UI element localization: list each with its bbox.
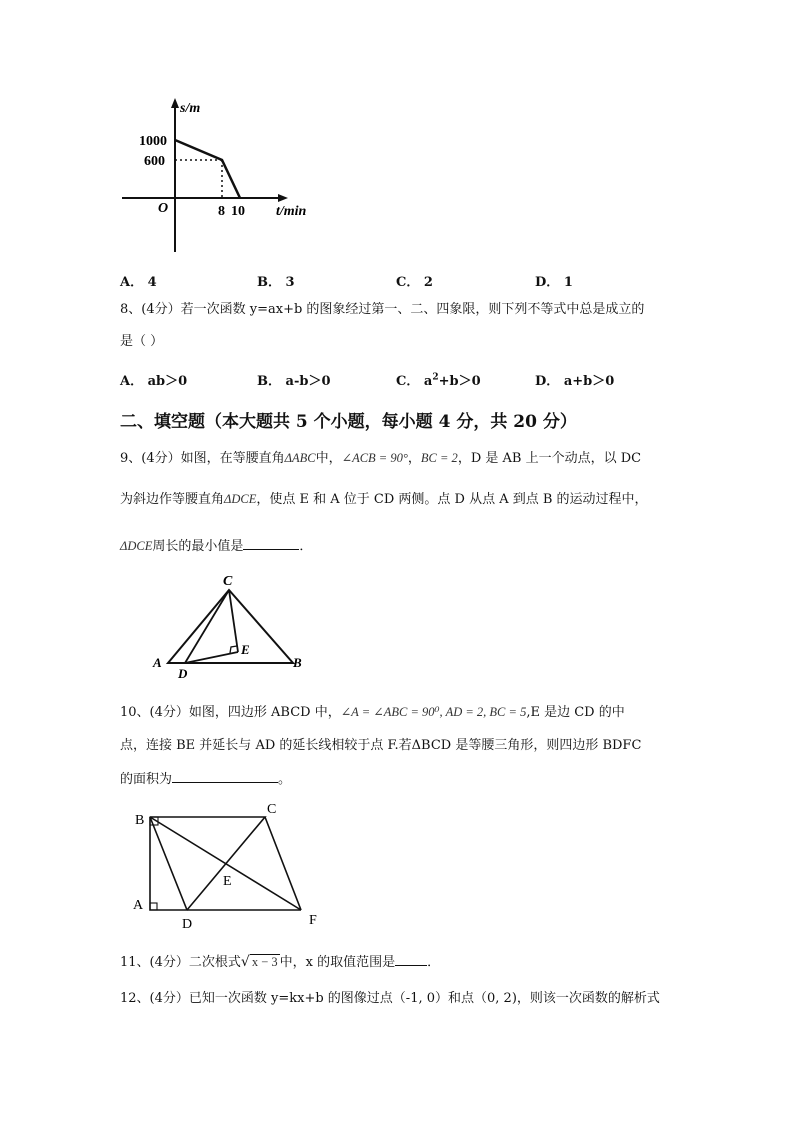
- label-b: B: [293, 655, 302, 670]
- label-e: E: [241, 642, 250, 657]
- q8-option-b: B． a-b＞0: [257, 374, 331, 389]
- q10-quadrilateral-figure: [128, 795, 328, 935]
- q10-answer-blank: [172, 769, 278, 783]
- q7-option-c: C． 2: [396, 275, 433, 290]
- q9-answer-blank: [243, 536, 299, 550]
- segment-bf: [150, 817, 301, 910]
- label-a: A: [133, 898, 144, 913]
- label-d: D: [182, 917, 193, 932]
- q9-text-line1: 9、(4分）如图，在等腰直角ΔABC中，∠ACB = 90°，BC = 2，D 是 AB 上一个动点，以 DC: [120, 451, 642, 466]
- right-angle-mark-a: [150, 903, 157, 910]
- q11-answer-blank: [395, 952, 427, 966]
- section-2-heading: 二、填空题（本大题共 5 个小题，每小题 4 分，共 20 分）: [120, 412, 577, 432]
- q8-text-line1: 8、(4分）若一次函数 y=ax+b 的图象经过第一、二、四象限，则下列不等式中总是成立的: [120, 302, 645, 317]
- segment-bd: [150, 817, 187, 910]
- label-c: C: [223, 574, 233, 589]
- label-f: F: [309, 913, 317, 928]
- label-a: A: [153, 655, 162, 670]
- origin-label: O: [158, 201, 169, 216]
- segment-de: [185, 652, 238, 663]
- q11-text: 11、(4分）二次根式√ x − 3 中，x 的取值范围是 ．: [120, 954, 441, 970]
- y-axis-label: s/m: [180, 101, 201, 116]
- q8-text-line2: 是（ ）: [120, 334, 164, 349]
- x-tick-10: 10: [231, 204, 245, 219]
- q9-triangle-figure: [145, 570, 320, 680]
- y-tick-1000: 1000: [139, 134, 167, 149]
- segment-cd: [185, 590, 229, 663]
- distance-time-graph: [110, 95, 330, 255]
- q8-option-a: A． ab＞0: [120, 374, 188, 389]
- q9-text-line3: ΔDCE周长的最小值是 ．: [120, 536, 312, 555]
- sqrt-sign: √: [240, 954, 250, 970]
- quadrilateral-abcd: [150, 817, 265, 910]
- q10-text-line2: 点，连接 BE 并延长与 AD 的延长线相较于点 F.若ΔBCD 是等腰三角形，则四边形 BDFC: [120, 738, 642, 753]
- q10-text-line1: 10、(4分）如图，四边形 ABCD 中，∠A = ∠ABC = 90⁰, AD = 2, BC = 5,E 是边 CD 的中: [120, 705, 625, 720]
- q8-option-d: D． a+b＞0: [535, 374, 615, 389]
- q8-option-c: C． $a^2+b>0$: [396, 372, 481, 389]
- y-tick-600: 600: [144, 154, 165, 169]
- q7-option-d: D． 1: [535, 275, 573, 290]
- y-axis-arrow: [171, 98, 179, 108]
- label-c: C: [267, 802, 277, 817]
- q9-text-line2: 为斜边作等腰直角ΔDCE，使点 E 和 A 位于 CD 两侧。点 D 从点 A 到点 B 的运动过程中，: [120, 492, 648, 507]
- q12-text: 12、(4分）已知一次函数 y=kx+b 的图像过点（-1, 0）和点（0, 2)，则该一次函数的解析式: [120, 991, 660, 1006]
- q7-option-a: A． 4: [120, 275, 157, 290]
- q10-text-line3: 的面积为 。: [120, 769, 291, 788]
- label-b: B: [135, 813, 145, 828]
- q7-option-b: B． 3: [257, 275, 295, 290]
- x-axis-arrow: [278, 194, 288, 202]
- segment-cf: [265, 817, 301, 910]
- label-d: D: [178, 666, 188, 680]
- graph-line: [175, 140, 240, 198]
- label-e: E: [223, 874, 232, 889]
- x-axis-label: t/min: [276, 204, 307, 219]
- sqrt-expression: √ x − 3: [240, 954, 278, 970]
- x-tick-8: 8: [218, 204, 225, 219]
